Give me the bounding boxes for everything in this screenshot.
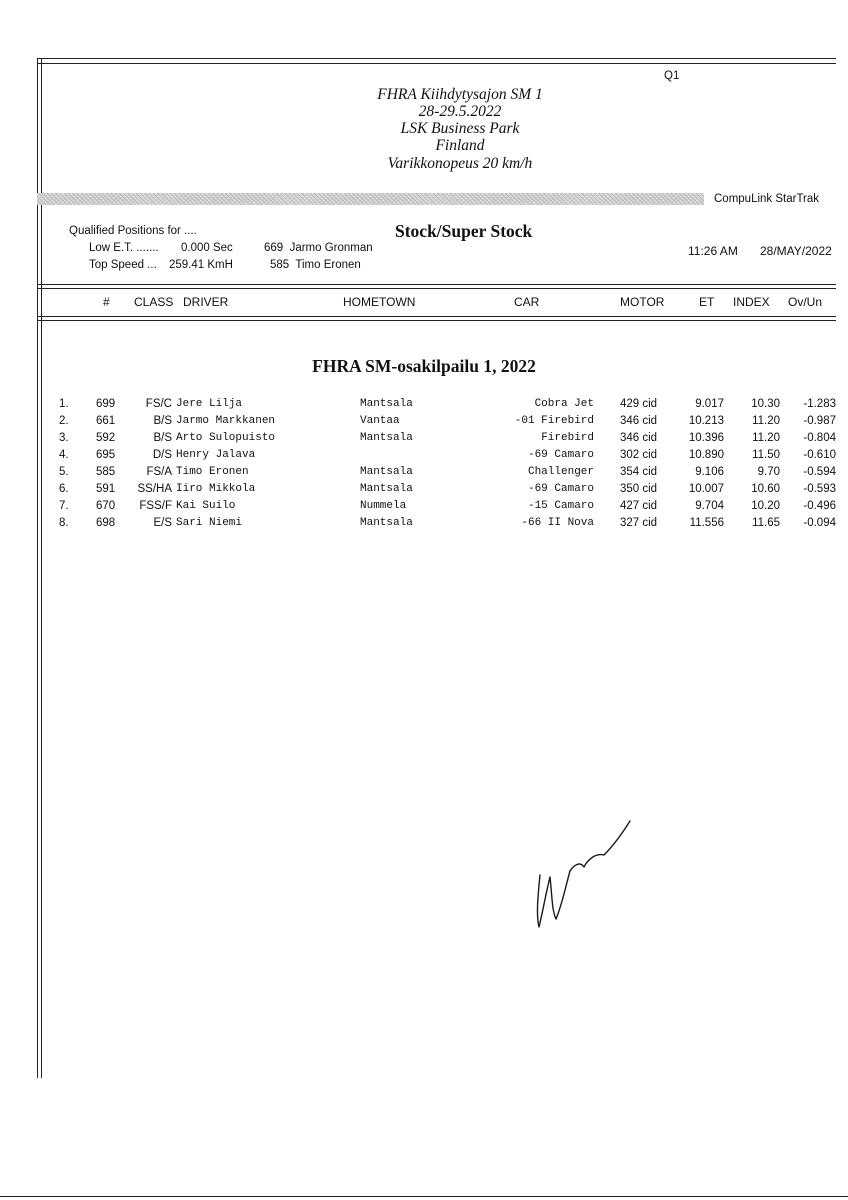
cell-et: 10.213 bbox=[688, 415, 724, 427]
cell-index: 9.70 bbox=[757, 466, 780, 478]
table-row bbox=[0, 466, 848, 483]
table-row bbox=[0, 483, 848, 500]
cell-ovun: -0.804 bbox=[803, 432, 836, 444]
cell-car: -69 Camaro bbox=[527, 483, 594, 495]
cell-driver: Sari Niemi bbox=[176, 517, 243, 529]
system-label: CompuLink StarTrak bbox=[714, 193, 820, 205]
table-row bbox=[0, 449, 848, 466]
cell-index: 10.60 bbox=[751, 483, 780, 495]
cell-num: 591 bbox=[96, 483, 116, 495]
event-name: FHRA Kiihdytysajon SM 1 bbox=[377, 86, 543, 103]
low-et-value: 0.000 Sec bbox=[181, 242, 233, 254]
cell-pos: 8. bbox=[59, 517, 69, 529]
cell-num: 670 bbox=[96, 500, 116, 512]
shaded-band bbox=[37, 193, 704, 205]
low-et-driver: 669 Jarmo Gronman bbox=[264, 242, 373, 254]
header-rule-bottom bbox=[37, 316, 836, 317]
cell-hometown: Mantsala bbox=[360, 517, 413, 529]
cell-class: B/S bbox=[153, 432, 172, 444]
cell-index: 10.20 bbox=[751, 500, 780, 512]
event-dates: 28-29.5.2022 bbox=[418, 103, 502, 120]
cell-driver: Jere Lilja bbox=[176, 398, 243, 410]
header-rule-top-2 bbox=[37, 288, 836, 289]
cell-hometown: Mantsala bbox=[360, 483, 413, 495]
cell-num: 661 bbox=[96, 415, 116, 427]
col-ovun: Ov/Un bbox=[788, 295, 823, 309]
cell-driver: Timo Eronen bbox=[176, 466, 249, 478]
cell-index: 11.20 bbox=[752, 432, 780, 444]
cell-num: 695 bbox=[96, 449, 116, 461]
timestamp-time: 11:26 AM bbox=[688, 244, 738, 258]
cell-motor: 302 cid bbox=[620, 449, 658, 461]
top-speed-value: 259.41 KmH bbox=[169, 259, 233, 271]
cell-car: -66 II Nova bbox=[521, 517, 594, 529]
cell-hometown: Mantsala bbox=[360, 398, 413, 410]
handwritten-signature bbox=[530, 815, 640, 935]
low-et-label: Low E.T. ....... bbox=[89, 242, 159, 254]
header-rule-bottom-2 bbox=[37, 320, 836, 321]
cell-pos: 6. bbox=[59, 483, 69, 495]
left-border-inner bbox=[41, 58, 42, 1078]
cell-et: 10.396 bbox=[688, 432, 724, 444]
cell-et: 9.704 bbox=[695, 500, 724, 512]
col-num: # bbox=[103, 295, 110, 309]
cell-driver: Iiro Mikkola bbox=[176, 483, 256, 495]
cell-index: 11.65 bbox=[752, 517, 780, 529]
col-class: CLASS bbox=[134, 295, 174, 309]
cell-ovun: -0.496 bbox=[803, 500, 836, 512]
cell-car: Firebird bbox=[541, 432, 594, 444]
cell-et: 10.890 bbox=[688, 449, 724, 461]
cell-motor: 327 cid bbox=[620, 517, 658, 529]
cell-ovun: -0.594 bbox=[803, 466, 836, 478]
class-title: Stock/Super Stock bbox=[395, 221, 533, 241]
cell-et: 9.017 bbox=[695, 398, 724, 410]
cell-index: 10.30 bbox=[751, 398, 780, 410]
cell-class: B/S bbox=[153, 415, 172, 427]
top-border-inner bbox=[37, 63, 836, 64]
top-speed-driver: 585 Timo Eronen bbox=[270, 259, 361, 271]
cell-car: Challenger bbox=[527, 466, 594, 478]
cell-num: 592 bbox=[96, 432, 116, 444]
table-row bbox=[0, 398, 848, 415]
cell-pos: 2. bbox=[59, 415, 69, 427]
col-hometown: HOMETOWN bbox=[343, 295, 416, 309]
cell-hometown: Mantsala bbox=[360, 466, 413, 478]
col-et: ET bbox=[699, 295, 715, 309]
cell-motor: 427 cid bbox=[620, 500, 658, 512]
page-marker: Q1 bbox=[664, 70, 680, 82]
cell-hometown: Nummela bbox=[360, 500, 407, 512]
cell-car: -69 Camaro bbox=[527, 449, 594, 461]
cell-index: 11.20 bbox=[752, 415, 780, 427]
cell-ovun: -0.094 bbox=[803, 517, 836, 529]
col-index: INDEX bbox=[733, 295, 770, 309]
cell-motor: 346 cid bbox=[620, 415, 658, 427]
cell-car: -01 Firebird bbox=[514, 415, 594, 427]
col-motor: MOTOR bbox=[620, 295, 665, 309]
cell-ovun: -0.593 bbox=[803, 483, 836, 495]
section-title: FHRA SM-osakilpailu 1, 2022 bbox=[312, 356, 536, 376]
table-row bbox=[0, 500, 848, 517]
cell-class: SS/HA bbox=[137, 483, 172, 495]
cell-motor: 354 cid bbox=[620, 466, 658, 478]
bottom-rule bbox=[0, 1196, 848, 1197]
cell-class: FS/C bbox=[145, 398, 172, 410]
qualified-heading: Qualified Positions for .... bbox=[69, 225, 197, 237]
cell-car: Cobra Jet bbox=[534, 398, 594, 410]
cell-pos: 7. bbox=[59, 500, 69, 512]
cell-ovun: -1.283 bbox=[803, 398, 836, 410]
event-country: Finland bbox=[435, 137, 485, 154]
cell-class: FSS/F bbox=[139, 500, 172, 512]
cell-index: 11.50 bbox=[752, 449, 780, 461]
cell-hometown: Vantaa bbox=[360, 415, 400, 427]
cell-hometown: Mantsala bbox=[360, 432, 413, 444]
table-row bbox=[0, 415, 848, 432]
cell-pos: 1. bbox=[59, 398, 69, 410]
cell-driver: Henry Jalava bbox=[176, 449, 256, 461]
table-row bbox=[0, 432, 848, 449]
cell-et: 11.556 bbox=[689, 517, 724, 529]
cell-et: 10.007 bbox=[688, 483, 724, 495]
cell-motor: 346 cid bbox=[620, 432, 658, 444]
cell-driver: Jarmo Markkanen bbox=[176, 415, 276, 427]
top-speed-label: Top Speed ... bbox=[89, 259, 157, 271]
header-rule-top bbox=[37, 284, 836, 285]
table-row bbox=[0, 517, 848, 534]
cell-num: 585 bbox=[96, 466, 116, 478]
cell-car: -15 Camaro bbox=[527, 500, 594, 512]
top-border bbox=[37, 58, 836, 59]
cell-class: FS/A bbox=[146, 466, 172, 478]
cell-class: D/S bbox=[152, 449, 172, 461]
cell-class: E/S bbox=[153, 517, 172, 529]
event-pit-speed: Varikkonopeus 20 km/h bbox=[387, 155, 533, 172]
left-border bbox=[37, 58, 38, 1078]
cell-pos: 5. bbox=[59, 466, 69, 478]
event-venue: LSK Business Park bbox=[400, 120, 520, 137]
col-driver: DRIVER bbox=[183, 295, 229, 309]
col-car: CAR bbox=[514, 295, 540, 309]
cell-et: 9.106 bbox=[695, 466, 724, 478]
timestamp-date: 28/MAY/2022 bbox=[760, 244, 832, 258]
cell-pos: 3. bbox=[59, 432, 69, 444]
cell-driver: Kai Suilo bbox=[176, 500, 236, 512]
cell-num: 698 bbox=[96, 517, 116, 529]
cell-ovun: -0.987 bbox=[803, 415, 836, 427]
cell-driver: Arto Sulopuisto bbox=[176, 432, 276, 444]
cell-motor: 350 cid bbox=[620, 483, 658, 495]
cell-num: 699 bbox=[96, 398, 116, 410]
cell-pos: 4. bbox=[59, 449, 69, 461]
cell-motor: 429 cid bbox=[620, 398, 658, 410]
cell-ovun: -0.610 bbox=[803, 449, 836, 461]
